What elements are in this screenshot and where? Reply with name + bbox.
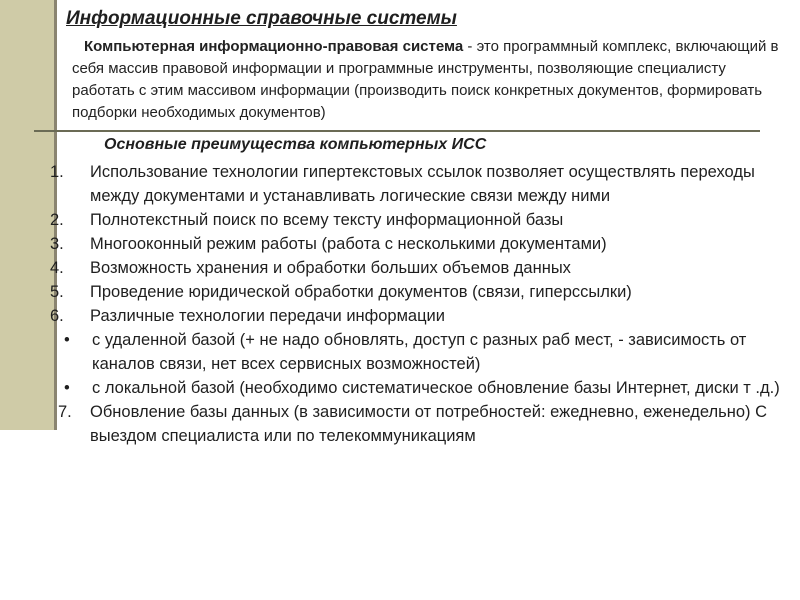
intro-term: Компьютерная информационно-правовая система	[84, 38, 464, 55]
list-item-text: Обновление базы данных (в зависимости от потребностей: ежедневно, еженедельно) С выездом специалиста или по телекоммуникациям	[90, 403, 768, 445]
intro-paragraph	[72, 36, 792, 124]
list-item	[0, 376, 790, 400]
list-item-text: Многооконный режим работы (работа с несколькими документами)	[90, 235, 607, 253]
list-item	[0, 400, 790, 448]
intro-text: - это программный комплекс, включающий в себя массив правовой информации и программные инструменты, позволяющие специалисту работать с этим массивом информации (производить поиск конкретных документов, формировать подборки необходимых документов)	[72, 38, 779, 121]
list-item	[0, 304, 790, 328]
list-item	[0, 160, 790, 208]
bullet-marker: •	[64, 331, 70, 349]
list-item-text: Различные технологии передачи информации	[90, 307, 445, 325]
list-item	[0, 280, 790, 304]
list-item	[0, 232, 790, 256]
list-marker: 2.	[50, 211, 64, 229]
list-marker: 5.	[50, 283, 64, 301]
list-marker: 3.	[50, 235, 64, 253]
list-marker: 7.	[58, 403, 72, 421]
list-item-text: Полнотекстный поиск по всему тексту информационной базы	[90, 211, 564, 229]
list-item-text: с удаленной базой (+ не надо обновлять, доступ с разных раб мест, - зависимость от каналов связи, нет всех сервисных возможностей)	[92, 331, 747, 373]
slide-title: Информационные справочные системы	[66, 8, 457, 29]
bullet-marker: •	[64, 379, 70, 397]
list-marker: 4.	[50, 259, 64, 277]
list-marker: 1.	[50, 163, 64, 181]
list-item	[0, 256, 790, 280]
advantages-list	[0, 160, 790, 448]
list-item-text: с локальной базой (необходимо систематическое обновление базы Интернет, диски т .д.)	[92, 379, 780, 397]
list-marker: 6.	[50, 307, 64, 325]
list-item	[0, 328, 790, 376]
list-item-text: Использование технологии гипертекстовых ссылок позволяет осуществлять переходы между документами и устанавливать логические связи между ними	[90, 163, 755, 205]
list-item	[0, 208, 790, 232]
list-item-text: Возможность хранения и обработки больших объемов данных	[90, 259, 571, 277]
advantages-subtitle: Основные преимущества компьютерных ИСС	[104, 136, 487, 153]
list-item-text: Проведение юридической обработки документов (связи, гиперссылки)	[90, 283, 632, 301]
divider-line	[34, 130, 760, 132]
